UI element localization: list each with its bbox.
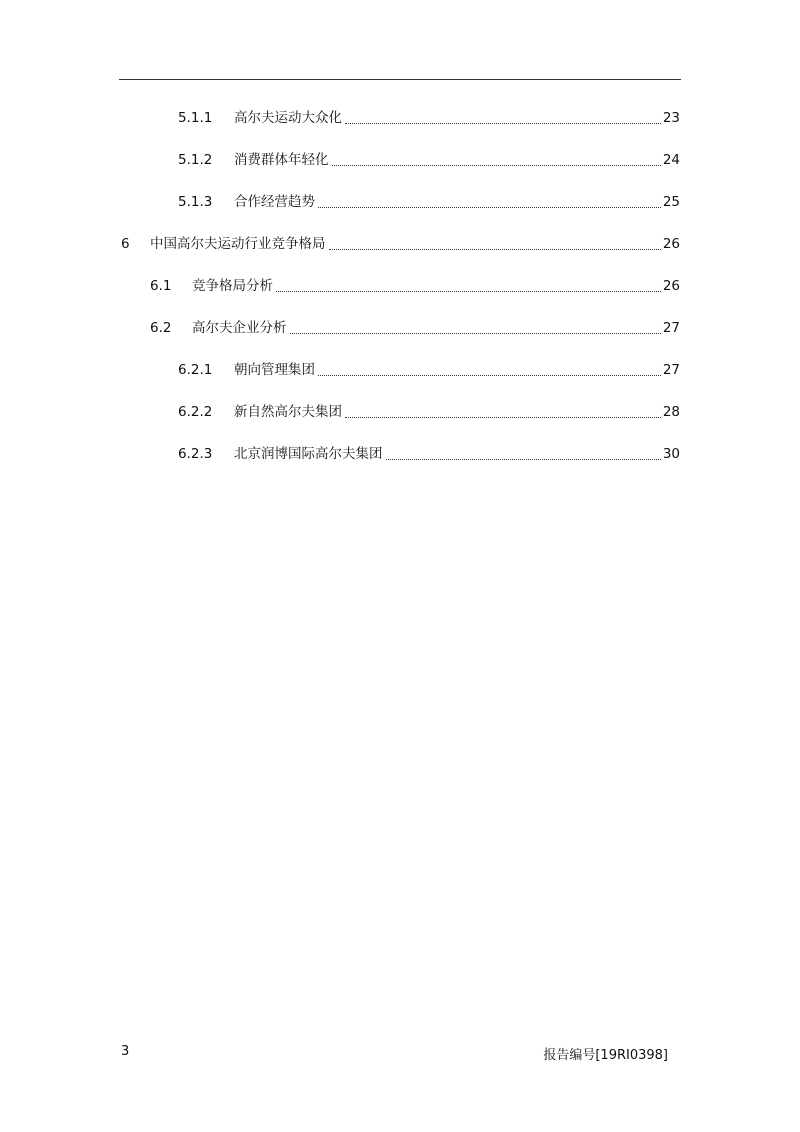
footer-page-number: 3 bbox=[121, 1044, 130, 1059]
toc-entry[interactable] bbox=[150, 276, 680, 296]
toc-entry-title: 北京润博国际高尔夫集团 bbox=[234, 446, 383, 462]
toc-entry-page: 24 bbox=[662, 152, 680, 168]
toc-entry-page: 23 bbox=[662, 110, 680, 126]
toc-entry-page: 30 bbox=[662, 446, 680, 462]
toc-entry-title: 竞争格局分析 bbox=[192, 278, 273, 294]
toc-entry[interactable] bbox=[178, 192, 680, 212]
toc-entry-number: 6.2.1 bbox=[178, 362, 213, 378]
toc-entry[interactable] bbox=[178, 444, 680, 464]
toc-entry[interactable] bbox=[121, 234, 680, 254]
toc-entry-number: 5.1.1 bbox=[178, 110, 213, 126]
toc-entry-title: 合作经营趋势 bbox=[234, 194, 315, 210]
toc-leader-dots bbox=[329, 234, 661, 254]
toc-entry-title: 新自然高尔夫集团 bbox=[234, 404, 342, 420]
toc-entry-number: 5.1.2 bbox=[178, 152, 213, 168]
header-rule bbox=[119, 79, 681, 80]
toc-entry-page: 27 bbox=[662, 362, 680, 378]
toc-entry-number: 6.1 bbox=[150, 278, 172, 294]
toc-entry-title: 中国高尔夫运动行业竞争格局 bbox=[150, 236, 326, 252]
toc-leader-dots bbox=[332, 150, 661, 170]
toc-entry[interactable] bbox=[178, 360, 680, 380]
toc-entry-number: 6 bbox=[121, 236, 130, 252]
toc-leader-dots bbox=[290, 318, 661, 338]
toc-entry-page: 28 bbox=[662, 404, 680, 420]
toc-entry[interactable] bbox=[150, 318, 680, 338]
toc-leader-dots bbox=[318, 192, 661, 212]
toc-entry-page: 26 bbox=[662, 236, 680, 252]
toc-entry-title: 高尔夫运动大众化 bbox=[234, 110, 342, 126]
toc-leader-dots bbox=[276, 276, 661, 296]
toc-entry-number: 5.1.3 bbox=[178, 194, 213, 210]
toc-leader-dots bbox=[345, 108, 661, 128]
toc-entry-title: 高尔夫企业分析 bbox=[192, 320, 287, 336]
toc-entry-number: 6.2.2 bbox=[178, 404, 213, 420]
footer-report-id: 报告编号[19RI0398] bbox=[543, 1048, 668, 1063]
toc-entry[interactable] bbox=[178, 108, 680, 128]
toc-entry-page: 27 bbox=[662, 320, 680, 336]
toc-entry-page: 26 bbox=[662, 278, 680, 294]
toc-entry[interactable] bbox=[178, 150, 680, 170]
toc-entry-title: 消费群体年轻化 bbox=[234, 152, 329, 168]
toc-entry-page: 25 bbox=[662, 194, 680, 210]
toc-leader-dots bbox=[318, 360, 661, 380]
toc-leader-dots bbox=[386, 444, 661, 464]
toc-entry-number: 6.2.3 bbox=[178, 446, 213, 462]
toc-leader-dots bbox=[345, 402, 661, 422]
toc-entry-number: 6.2 bbox=[150, 320, 172, 336]
toc-entry[interactable] bbox=[178, 402, 680, 422]
toc-entry-title: 朝向管理集团 bbox=[234, 362, 315, 378]
